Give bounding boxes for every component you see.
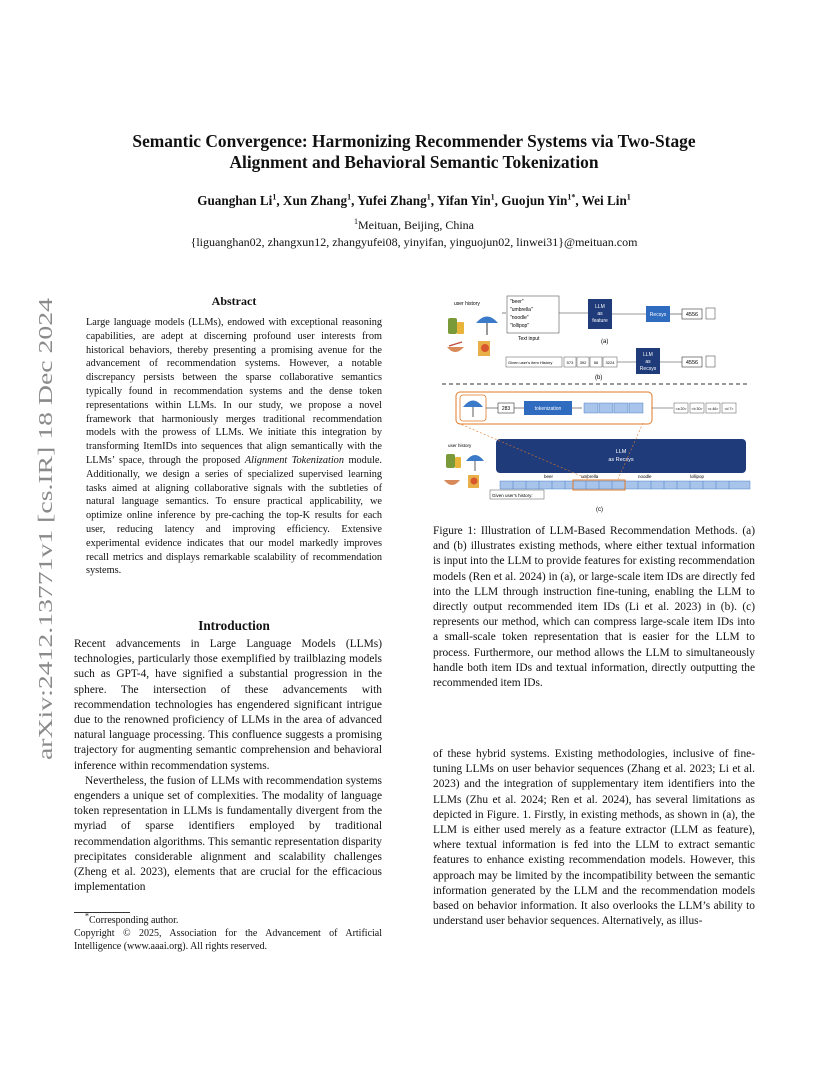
token-label: umbrella bbox=[581, 474, 599, 479]
intro-paragraph-1: Recent advancements in Large Language Models (LLMs) technologies, particularly those exemplified by trailblazing models such as GPT-4, have signified a substantial progression in the sphere. The intersection of these advancements with recommendation technologies has engendered significant intrigue due to the renowned proficiency of LLMs in the area of advanced natural language processing. This confluence suggests a promising trajectory for augmenting semantic comprehension and behavioral inference within recommendation systems. bbox=[74, 638, 382, 772]
abstract-heading: Abstract bbox=[211, 294, 257, 308]
code-token: <b 30> bbox=[691, 407, 703, 411]
svg-text:tokenization: tokenization bbox=[534, 406, 562, 412]
text-word: "beer" bbox=[510, 299, 524, 305]
arxiv-identifier bbox=[22, 295, 62, 765]
svg-text:Recsys: Recsys bbox=[639, 366, 657, 372]
svg-text:Given user's item History: Given user's item History bbox=[508, 360, 553, 365]
svg-text:as: as bbox=[645, 359, 651, 365]
item-id-b: 3224 bbox=[605, 360, 615, 365]
label-a: (a) bbox=[601, 339, 609, 345]
item-id-b: 56 bbox=[593, 360, 599, 365]
text-word: "lollipop" bbox=[510, 323, 530, 329]
noodle-icon bbox=[447, 342, 464, 352]
right-column-body: of these hybrid systems. Existing methodologies, inclusive of fine-tuning LLMs on user behavior sequences (Zhang et al. 2023; Li et al. 2023) and the integration of supplementary item identifiers into the LLMs (Zhu et al. 2024; Ren et al. 2024), has several limitations as depicted in Figure. 1. Firstly, in existing methods, as shown in (a), the LLM is either used merely as a feature extractor (LLM as feature), where textual information is fed into the LLM to extract semantic features to enhance existing recommendation models. However, this approach may be limited by the incompatibility between the semantic information generated by the LLM and the recommendation models based on behavior information. It also overlooks the LLM’s ability to understand user behavior sequences. Alternatively, as illus- bbox=[433, 748, 755, 928]
author: Yufei Zhang$^1$, bbox=[357, 192, 437, 208]
cup-icon bbox=[706, 308, 715, 319]
fig-user-history-c: user history bbox=[448, 443, 472, 448]
label-c: (c) bbox=[596, 507, 603, 513]
token-label: noodle bbox=[638, 474, 652, 479]
affiliation: $^1$Meituan, Beijing, China bbox=[354, 217, 474, 232]
svg-text:4556: 4556 bbox=[685, 360, 699, 366]
title-line-1: Semantic Convergence: Harmonizing Recommender Systems via Two-Stage bbox=[132, 131, 696, 151]
svg-text:LLM: LLM bbox=[643, 352, 653, 358]
introduction-heading: Introduction bbox=[198, 618, 270, 633]
footnotes bbox=[74, 911, 382, 953]
title-line-2: Alignment and Behavioral Semantic Tokenization bbox=[229, 152, 599, 172]
umbrella-icon bbox=[476, 317, 498, 336]
introduction-body bbox=[74, 637, 382, 895]
paper-title bbox=[60, 131, 768, 173]
abstract-body: Large language models (LLMs), endowed with exceptional reasoning capabilities, are adept at discerning profound user interests from historical behaviors, thereby presenting a promising avenue for the advancement of recommendation systems. However, a notable discrepancy persists between the sparse collaborative semantics typically found in recommendation systems and the dense token representations within LLMs. In our study, we propose a novel framework that harmoniously merges traditional recommendation models with the prowess of LLMs. We initiate this integration by transforming ItemIDs into sequences that align semantically with the LLMs’ space, through the proposed Alignment Tokenization module. Additionally, we design a series of specialized supervised learning tasks aimed at aligning collaborative signals with the subtleties of natural language semantics. To ensure practical applicability, we optimize online inference by pre-caching the top-K results for each user, reducing latency and improving efficiency. Extensive experimental evidence indicates that our model markedly improves recall metrics and displays remarkable scalability of recommendation systems. bbox=[86, 317, 382, 577]
copyright-notice: Copyright © 2025, Association for the Advancement of Artificial Intelligence (www.aaai.org). All rights reserved. bbox=[74, 928, 382, 952]
svg-text:LLM: LLM bbox=[595, 304, 605, 310]
token-id: 283 bbox=[501, 406, 511, 412]
token-label: lollipop bbox=[690, 474, 705, 479]
svg-text:Given user's history:: Given user's history: bbox=[492, 493, 533, 498]
label-b: (b) bbox=[595, 375, 603, 381]
item-id-b: 573 bbox=[566, 360, 574, 365]
token-label: beer bbox=[544, 474, 554, 479]
code-token: <a 20> bbox=[675, 407, 687, 411]
affiliation-block bbox=[60, 217, 768, 251]
text-input-label: Text input bbox=[518, 336, 540, 342]
author: Yifan Yin$^1$, bbox=[436, 192, 502, 208]
author-list bbox=[60, 193, 768, 209]
svg-text:as: as bbox=[597, 311, 603, 317]
emails: {liguanghan02, zhangxun12, zhangyufei08, yinyifan, yinguojun02, linwei31}@meituan.com bbox=[190, 235, 638, 249]
fig-user-history-a: user history bbox=[454, 301, 480, 307]
figure-1 bbox=[438, 291, 754, 517]
code-token: <d 7> bbox=[724, 407, 734, 411]
author: Xun Zhang$^1$, bbox=[282, 192, 358, 208]
author: Guojun Yin$^{1*}$, bbox=[501, 192, 582, 208]
code-token: <c 46> bbox=[707, 407, 719, 411]
footnote-rule bbox=[74, 912, 130, 913]
svg-text:4556: 4556 bbox=[685, 312, 699, 318]
svg-text:as Recsys: as Recsys bbox=[608, 457, 634, 463]
author: Wei Lin$^1$ bbox=[581, 192, 631, 208]
footnote-corresponding: *Corresponding author. bbox=[85, 911, 179, 926]
author: Guanghan Li$^1$, bbox=[197, 192, 283, 208]
figure-caption: Figure 1: Illustration of LLM-Based Recommendation Methods. (a) and (b) illustrates existing methods, where either textual information is input into the LLM to provide features for existing recommendation models (Ren et al. 2024) in (a), or large-scale item IDs are directly fed into the LLM through instruction fine-tuning, enabling the LLM to directly output recommended item IDs (Li et al. 2023) in (b). (c) represents our method, which can compress large-scale item IDs into a small-scale token representation that is easier for the LLM to process. Furthermore, our method allows the LLM to simultaneously handle both item IDs and textual information, directly outputting the recommended item IDs. bbox=[433, 525, 755, 690]
svg-text:LLM: LLM bbox=[615, 449, 627, 455]
svg-text:feature: feature bbox=[592, 318, 608, 324]
module-name: Alignment Tokenization bbox=[244, 454, 344, 466]
intro-paragraph-2: Nevertheless, the fusion of LLMs with recommendation systems engenders a unique set of complexities. The modality of language token representation in LLMs is fundamentally divergent from the myriad of sparse identifiers employed by traditional recommendation algorithms. This semantic representation disparity precipitates considerable alignment and scalability challenges (Zheng et al. 2023), elements that are crucial for the efficacious implementation bbox=[74, 774, 382, 894]
beer-icon bbox=[448, 318, 464, 334]
text-word: "noodle" bbox=[510, 315, 529, 321]
arxiv-identifier-text: arXiv:2412.13771v1 [cs.IR] 18 Dec 2024 bbox=[35, 426, 57, 760]
svg-text:Recsys: Recsys bbox=[649, 312, 667, 318]
item-id-b: 392 bbox=[579, 360, 587, 365]
cup-icon bbox=[706, 356, 715, 367]
lollipop-icon bbox=[478, 341, 490, 356]
llm-recsys-box-c bbox=[496, 439, 746, 473]
text-word: "umbrella" bbox=[510, 307, 533, 313]
